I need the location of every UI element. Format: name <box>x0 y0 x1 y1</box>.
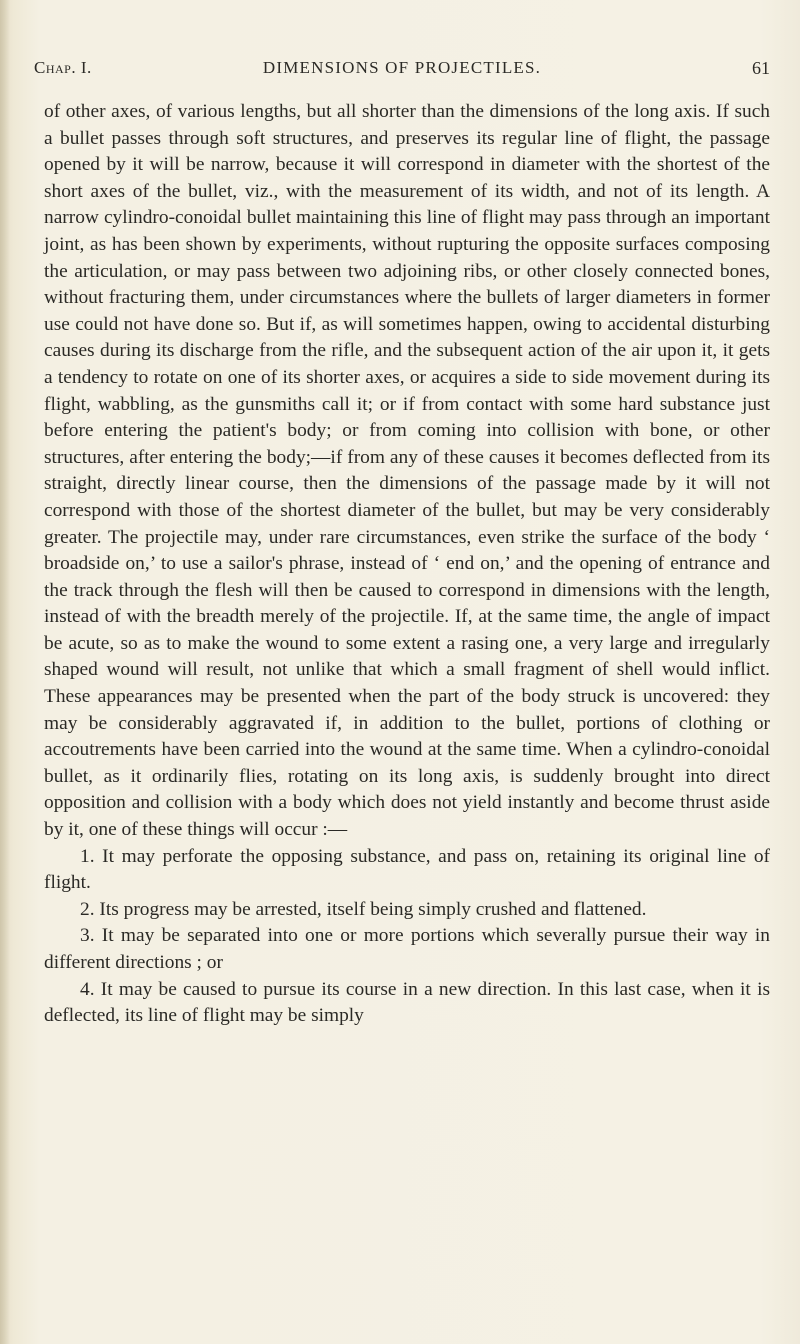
page-title: DIMENSIONS OF PROJECTILES. <box>262 58 542 77</box>
body-text <box>44 99 770 1030</box>
chapter-label: Chap. I. <box>34 58 92 77</box>
list-item: 4. It may be caused to pursue its course in a new direction. In this last case, when it is deflected, its line of flight may be simply <box>44 978 770 1027</box>
list-item: 1. It may perforate the opposing substance, and pass on, retaining its original line of flight. <box>44 845 770 894</box>
running-head <box>34 58 770 88</box>
page-number: 61 <box>752 58 770 78</box>
gutter-shadow <box>0 0 10 1344</box>
list-item: 2. Its progress may be arrested, itself being simply crushed and flattened. <box>80 898 647 920</box>
main-paragraph: of other axes, of various lengths, but all shorter than the dimensions of the long axis. If such a bullet passes through soft structures, and preserves its regular line of flight, the passage opened by it will be narrow, because it will correspond in diameter with the shortest of the short axes of the bullet, viz., with the measurement of its width, and not of its length. A narrow cylindro-conoidal bullet maintaining this line of flight may pass through an important joint, as has been shown by experiments, without rupturing the opposite surfaces composing the articulation, or may pass between two adjoining ribs, or other closely connected bones, without fracturing them, under circumstances where the bullets of larger diameters in former use could not have done so. But if, as will sometimes happen, owing to accidental disturbing causes during its discharge from the rifle, and the subsequent action of the air upon it, it gets a tendency to rotate on one of its shorter axes, or acquires a side to side movement during its flight, wabbling, as the gunsmiths call it; or if from contact with some hard substance just before entering the patient's body; or from coming into collision with bone, or other structures, after entering the body;—if from any of these causes it becomes deflected from its straight, directly linear course, then the dimensions of the passage made by it will not correspond with those of the shortest diameter of the bullet, but may be very considerably greater. The projectile may, under rare circumstances, even strike the surface of the body ‘ broadside on,’ to use a sailor's phrase, instead of ‘ end on,’ and the opening of entrance and the track through the flesh will then be caused to correspond in dimensions with the length, instead of with the breadth merely of the projectile. If, at the same time, the angle of impact be acute, so as to make the wound to some extent a rasing one, a very large and irregularly shaped wound will result, not unlike that which a small fragment of shell would inflict. These appearances may be presented when the part of the body struck is uncovered: they may be considerably aggravated if, in addition to the bullet, portions of clothing or accoutrements have been carried into the wound at the same time. When a cylindro-conoidal bullet, as it ordinarily flies, rotating on its long axis, is suddenly brought into direct opposition and collision with a body which does not yield instantly and become thrust aside by it, one of these things will occur :— <box>44 101 770 841</box>
list-item: 3. It may be separated into one or more portions which severally pursue their way in different directions ; or <box>44 925 770 973</box>
